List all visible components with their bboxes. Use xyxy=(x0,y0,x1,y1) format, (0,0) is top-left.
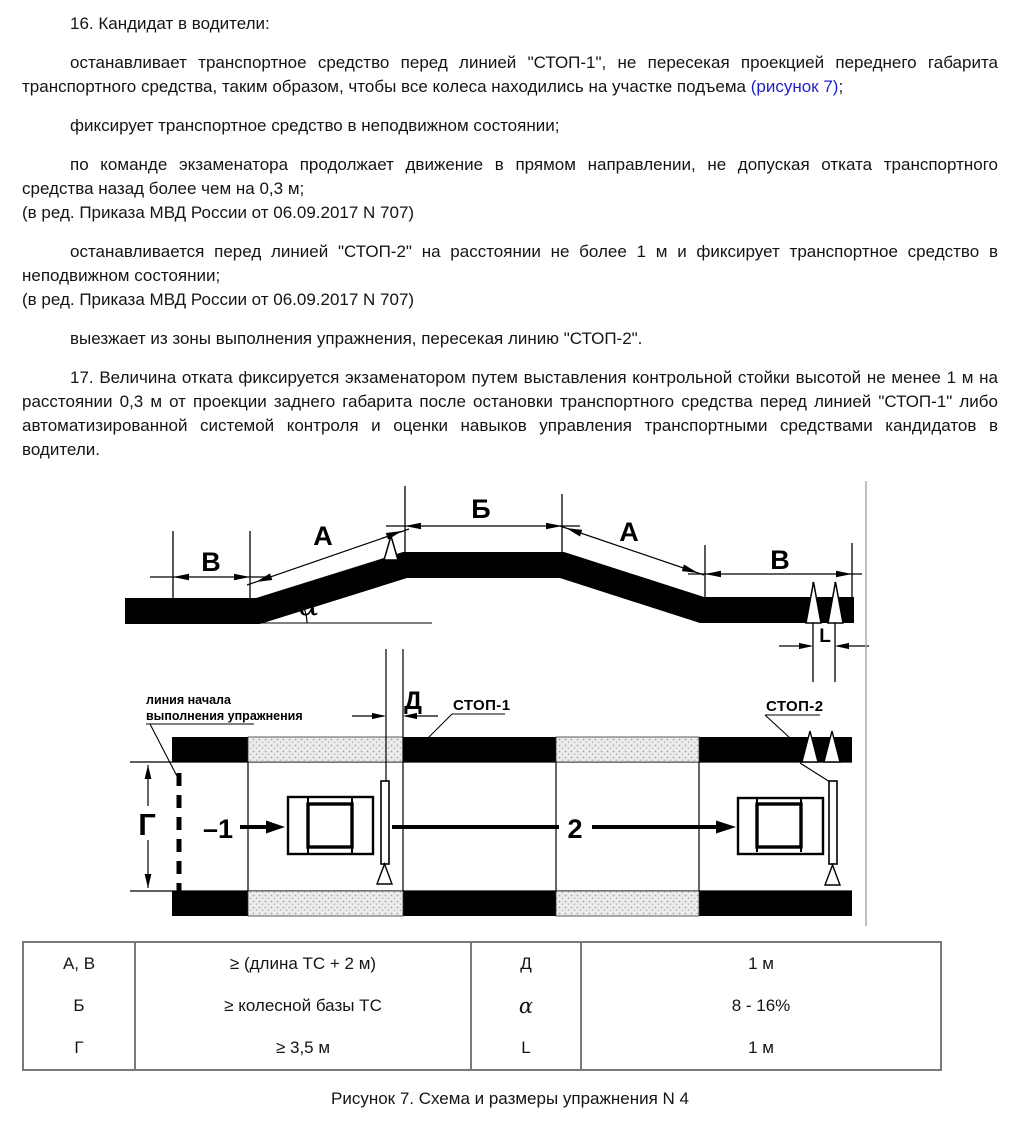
label-a-left: А xyxy=(313,521,333,551)
stop2-line-marker xyxy=(829,781,837,864)
vehicle-1-icon xyxy=(288,797,373,854)
table-cell: ≥ колесной базы ТС xyxy=(224,996,382,1015)
route-arrow-2 xyxy=(392,821,736,834)
paragraph-17: 17. Величина отката фиксируется экзаменатором путем выставления контрольной стойки высотой не менее 1 м на расстоянии 0,3 м от проекции заднего габарита после остановки транспортного средства перед линией "СТОП-1" либо автоматизированной системой контроля и оценки навыков управления транспортными средствами кандидатов в водители. xyxy=(22,368,998,459)
route-arrow-1 xyxy=(240,821,285,834)
table-cell-alpha: α xyxy=(518,994,534,1018)
table-cell: L xyxy=(521,1038,531,1057)
route-1-label: –1 xyxy=(202,814,234,844)
dim-d xyxy=(352,713,438,719)
stop2-label: СТОП-2 xyxy=(766,698,824,715)
edition-note-1: (в ред. Приказа МВД России от 06.09.2017 N 707) xyxy=(22,203,415,222)
document-body xyxy=(0,0,1020,462)
label-v-right: В xyxy=(770,545,790,575)
table-cell: 1 м xyxy=(748,954,774,973)
paragraph-16-stop1 xyxy=(22,51,998,99)
label-b-top: Б xyxy=(471,494,491,524)
figure-7-diagram xyxy=(0,477,1020,929)
table-cell: Б xyxy=(73,996,85,1015)
paragraph-16-stop1-text: останавливает транспортное средство перед линией "СТОП-1", не пересекая проекцией переднего габарита транспортного средства, таким образом, чтобы все колеса находились на участке подъема xyxy=(22,53,998,96)
table-cell: Г xyxy=(74,1038,84,1057)
label-d: Д xyxy=(404,687,422,715)
table-col-value-right xyxy=(580,943,940,1069)
start-line-label-1: линия начала xyxy=(146,693,231,707)
paragraph-16-header: 16. Кандидат в водители: xyxy=(70,14,270,33)
label-a-right: А xyxy=(619,517,639,547)
label-l: L xyxy=(819,626,831,647)
paragraph-16-exit: выезжает из зоны выполнения упражнения, пересекая линию "СТОП-2". xyxy=(70,329,643,348)
cone-icon xyxy=(377,864,392,884)
stop1-callout xyxy=(428,697,510,738)
vehicle-2-icon xyxy=(738,798,823,854)
paragraph-16-stop2: останавливается перед линией "СТОП-2" на расстоянии не более 1 м и фиксирует транспортное средство в неподвижном состоянии; xyxy=(22,242,998,285)
edition-note-2: (в ред. Приказа МВД России от 06.09.2017 N 707) xyxy=(22,290,415,309)
table-cell: Д xyxy=(520,954,532,973)
route-2-label: 2 xyxy=(567,814,583,844)
figure7-link[interactable]: (рисунок 7) xyxy=(750,77,839,96)
label-v-left: В xyxy=(201,547,221,577)
cone-icon xyxy=(384,536,398,560)
paragraph-16-stop1-tail: ; xyxy=(838,77,844,96)
cone-icon xyxy=(825,865,840,885)
stop1-line-marker xyxy=(381,781,389,864)
table-col-value-left xyxy=(134,943,470,1069)
table-col-param-right xyxy=(470,943,580,1069)
figure-caption: Рисунок 7. Схема и размеры упражнения N 4 xyxy=(330,1089,689,1108)
exercise-scheme-svg xyxy=(0,477,1020,929)
stop1-label: СТОП-1 xyxy=(453,697,511,714)
plan-view xyxy=(130,649,852,916)
label-g: Г xyxy=(138,807,156,842)
table-cell: 1 м xyxy=(748,1038,774,1057)
profile-extension-lines xyxy=(173,486,852,682)
paragraph-16-move: по команде экзаменатора продолжает движение в прямом направлении, не допуская отката транспортного средства назад более чем на 0,3 м; xyxy=(22,155,998,198)
label-alpha: α xyxy=(298,587,320,623)
checkered-strip-top xyxy=(172,737,852,762)
table-cell: ≥ 3,5 м xyxy=(275,1038,331,1057)
checkered-strip-bottom xyxy=(172,891,852,916)
hill-road-band xyxy=(125,565,854,611)
profile-view xyxy=(125,486,869,682)
table-cell: 8 - 16% xyxy=(731,996,791,1015)
paragraph-16-fix: фиксирует транспортное средство в неподвижном состоянии; xyxy=(70,116,560,135)
table-col-param-left xyxy=(24,943,134,1069)
start-line-label-2: выполнения упражнения xyxy=(146,709,303,723)
dimensions-table xyxy=(22,941,942,1071)
table-cell: А, В xyxy=(62,954,96,973)
table-cell: ≥ (длина ТС + 2 м) xyxy=(229,954,377,973)
